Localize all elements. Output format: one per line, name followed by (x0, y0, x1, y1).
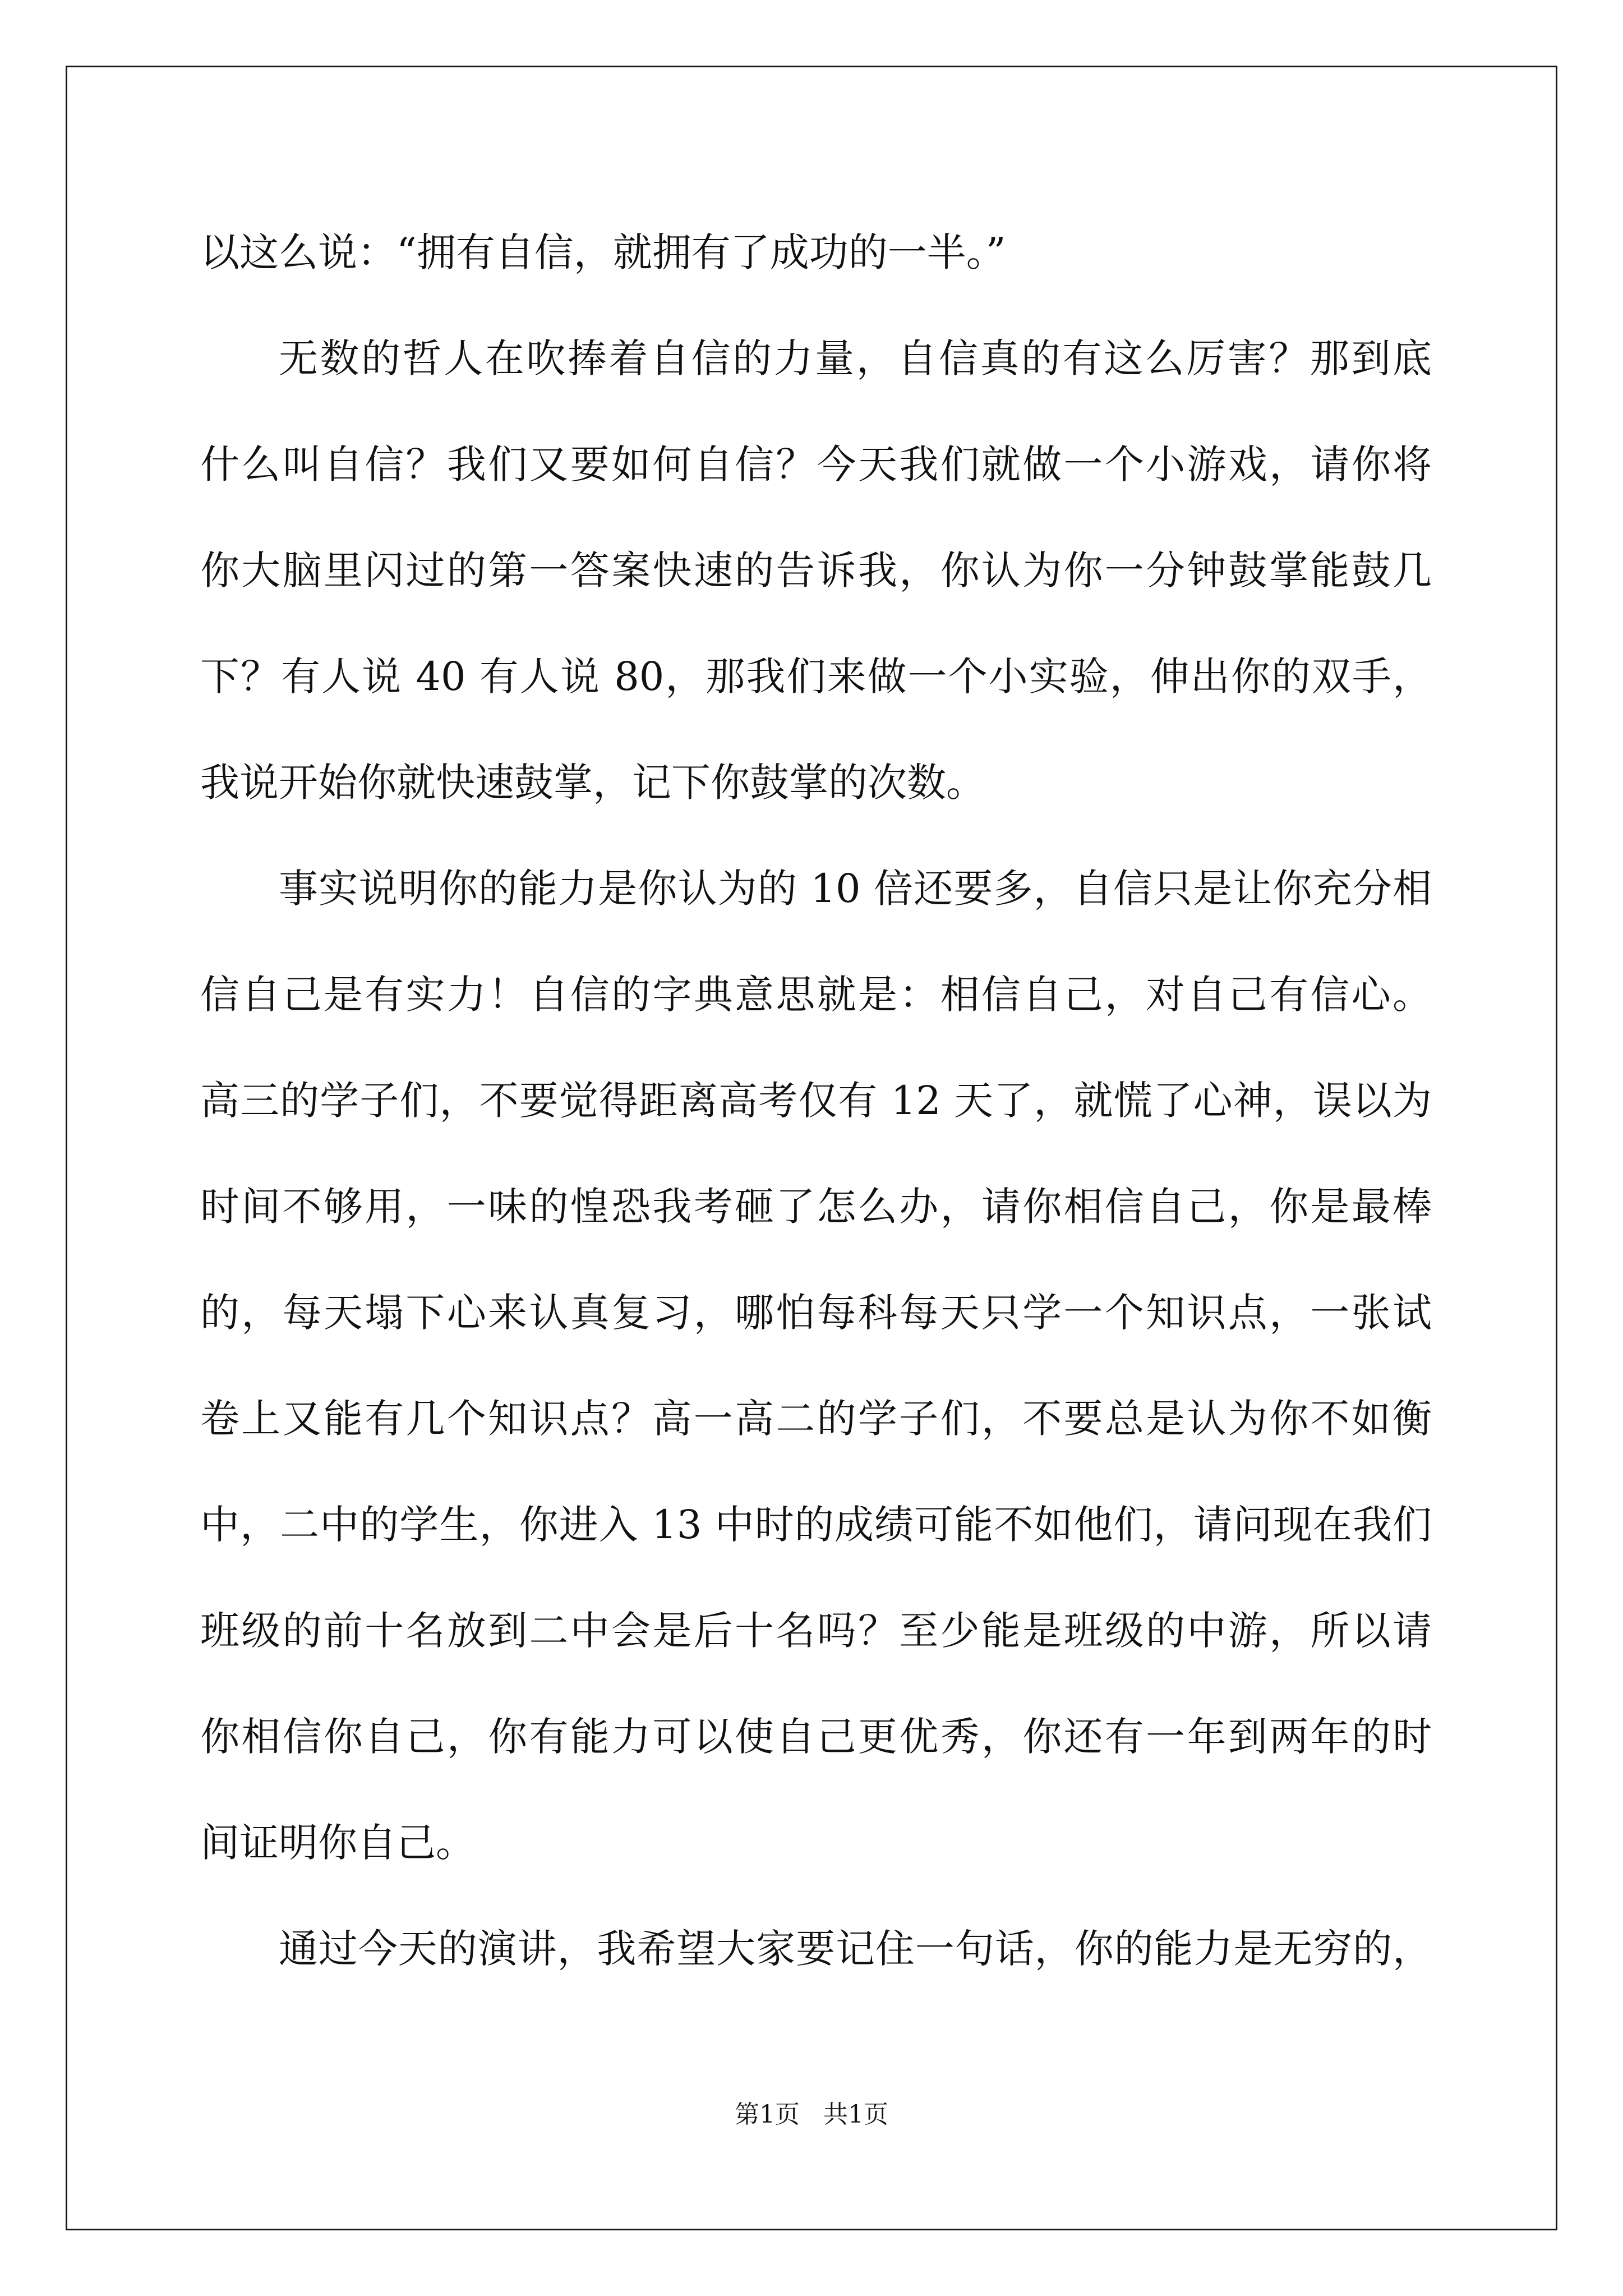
text-line-13: 中，二中的学生，你进入 13 中时的成绩可能不如他们，请问现在我们 (200, 1502, 1432, 1548)
text-line-11: 的，每天塌下心来认真复习，哪怕每科每天只学一个知识点，一张试 (200, 1290, 1432, 1336)
text-line-5: 下？有人说 40 有人说 80，那我们来做一个小实验，伸出你的双手， (200, 654, 1432, 700)
text-line-16: 间证明你自己。 (200, 1820, 475, 1866)
text-line-15: 你相信你自己，你有能力可以使自己更优秀，你还有一年到两年的时 (200, 1714, 1432, 1760)
text-line-8: 信自己是有实力！自信的字典意思就是：相信自己，对自己有信心。 (200, 972, 1432, 1018)
text-line-3: 什么叫自信？我们又要如何自信？今天我们就做一个小游戏，请你将 (200, 441, 1432, 487)
text-line-9: 高三的学子们，不要觉得距离高考仅有 12 天了，就慌了心神，误以为 (200, 1078, 1432, 1124)
page-number-footer: 第1页 共1页 (735, 2100, 888, 2129)
text-line-14: 班级的前十名放到二中会是后十名吗？至少能是班级的中游，所以请 (200, 1608, 1432, 1654)
text-line-1: 以这么说：“拥有自信，就拥有了成功的一半。” (200, 229, 1006, 275)
text-line-6: 我说开始你就快速鼓掌，记下你鼓掌的次数。 (200, 760, 985, 806)
text-line-4: 你大脑里闪过的第一答案快速的告诉我，你认为你一分钟鼓掌能鼓几 (200, 547, 1432, 593)
text-line-2: 无数的哲人在吹捧着自信的力量，自信真的有这么厉害？那到底 (279, 335, 1432, 381)
text-line-17: 通过今天的演讲，我希望大家要记住一句话，你的能力是无穷的， (279, 1926, 1432, 1972)
text-line-12: 卷上又能有几个知识点？高一高二的学子们，不要总是认为你不如衡 (200, 1396, 1432, 1442)
text-line-10: 时间不够用，一味的惶恐我考砸了怎么办，请你相信自己，你是最棒 (200, 1184, 1432, 1230)
text-line-7: 事实说明你的能力是你认为的 10 倍还要多，自信只是让你充分相 (279, 866, 1432, 912)
document-body (200, 200, 1432, 2002)
